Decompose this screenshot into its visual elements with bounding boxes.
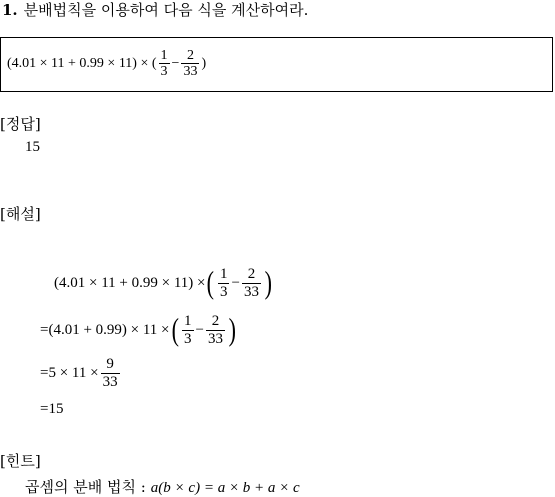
fraction-numerator: 2 — [247, 266, 256, 282]
answer-label: [정답] — [0, 115, 41, 133]
question-expression-box — [0, 37, 553, 92]
right-paren: ) — [264, 265, 272, 301]
solution-line-1 — [54, 266, 273, 300]
fraction-numerator: 2 — [211, 313, 220, 329]
answer-value: 15 — [25, 139, 40, 155]
fraction-one-third — [218, 266, 230, 300]
fraction-numerator: 1 — [219, 266, 228, 282]
fraction-denominator: 3 — [184, 330, 192, 347]
solution-label: [해설] — [0, 205, 41, 223]
fraction-two-thirtythirds — [206, 313, 225, 347]
left-paren: ( — [171, 312, 179, 348]
fraction-numerator: 2 — [186, 48, 194, 63]
fraction-denominator: 33 — [243, 283, 259, 300]
right-paren: ) — [228, 312, 236, 348]
solution-line-1-text: (4.01 × 11 + 0.99 × 11) × — [54, 274, 206, 291]
fraction-numerator: 1 — [160, 48, 168, 63]
fraction-one-third — [182, 313, 194, 347]
hint-label: [힌트] — [0, 452, 41, 470]
left-paren: ( — [207, 265, 215, 301]
fraction-two-thirtythirds — [242, 266, 261, 300]
solution-line-2-text: =(4.01 + 0.99) × 11 × — [40, 321, 170, 338]
fraction-numerator: 9 — [106, 356, 114, 372]
solution-line-2 — [40, 313, 238, 347]
fraction-denominator: 33 — [208, 330, 223, 347]
minus-sign: − — [231, 274, 240, 291]
fraction-denominator: 3 — [219, 283, 228, 300]
hint-formula: a(b × c) = a × b + a × c — [150, 480, 300, 496]
fraction-denominator: 33 — [102, 373, 118, 390]
solution-line-3 — [40, 356, 122, 390]
question-expression — [7, 48, 206, 80]
hint-content — [25, 476, 300, 497]
fraction-two-thirtythirds — [181, 48, 199, 80]
fraction-numerator: 1 — [184, 313, 192, 329]
expression-left: (4.01 × 11 + 0.99 × 11) × ( — [7, 55, 157, 71]
expression-right: ) — [201, 55, 207, 71]
question-number: 1. — [2, 1, 18, 19]
fraction-denominator: 33 — [183, 64, 198, 80]
minus-sign: − — [171, 55, 180, 71]
fraction-denominator: 3 — [160, 64, 168, 80]
minus-sign: − — [195, 321, 204, 338]
fraction-one-third — [159, 48, 170, 80]
fraction-nine-thirtythirds — [101, 356, 120, 390]
solution-line-3-text: =5 × 11 × — [40, 364, 99, 381]
question-text: 분배법칙을 이용하여 다음 식을 계산하여라. — [23, 1, 309, 19]
solution-line-4: =15 — [40, 401, 64, 417]
question-title — [2, 0, 308, 20]
hint-text: 곱셈의 분배 법칙 : — [25, 478, 146, 496]
